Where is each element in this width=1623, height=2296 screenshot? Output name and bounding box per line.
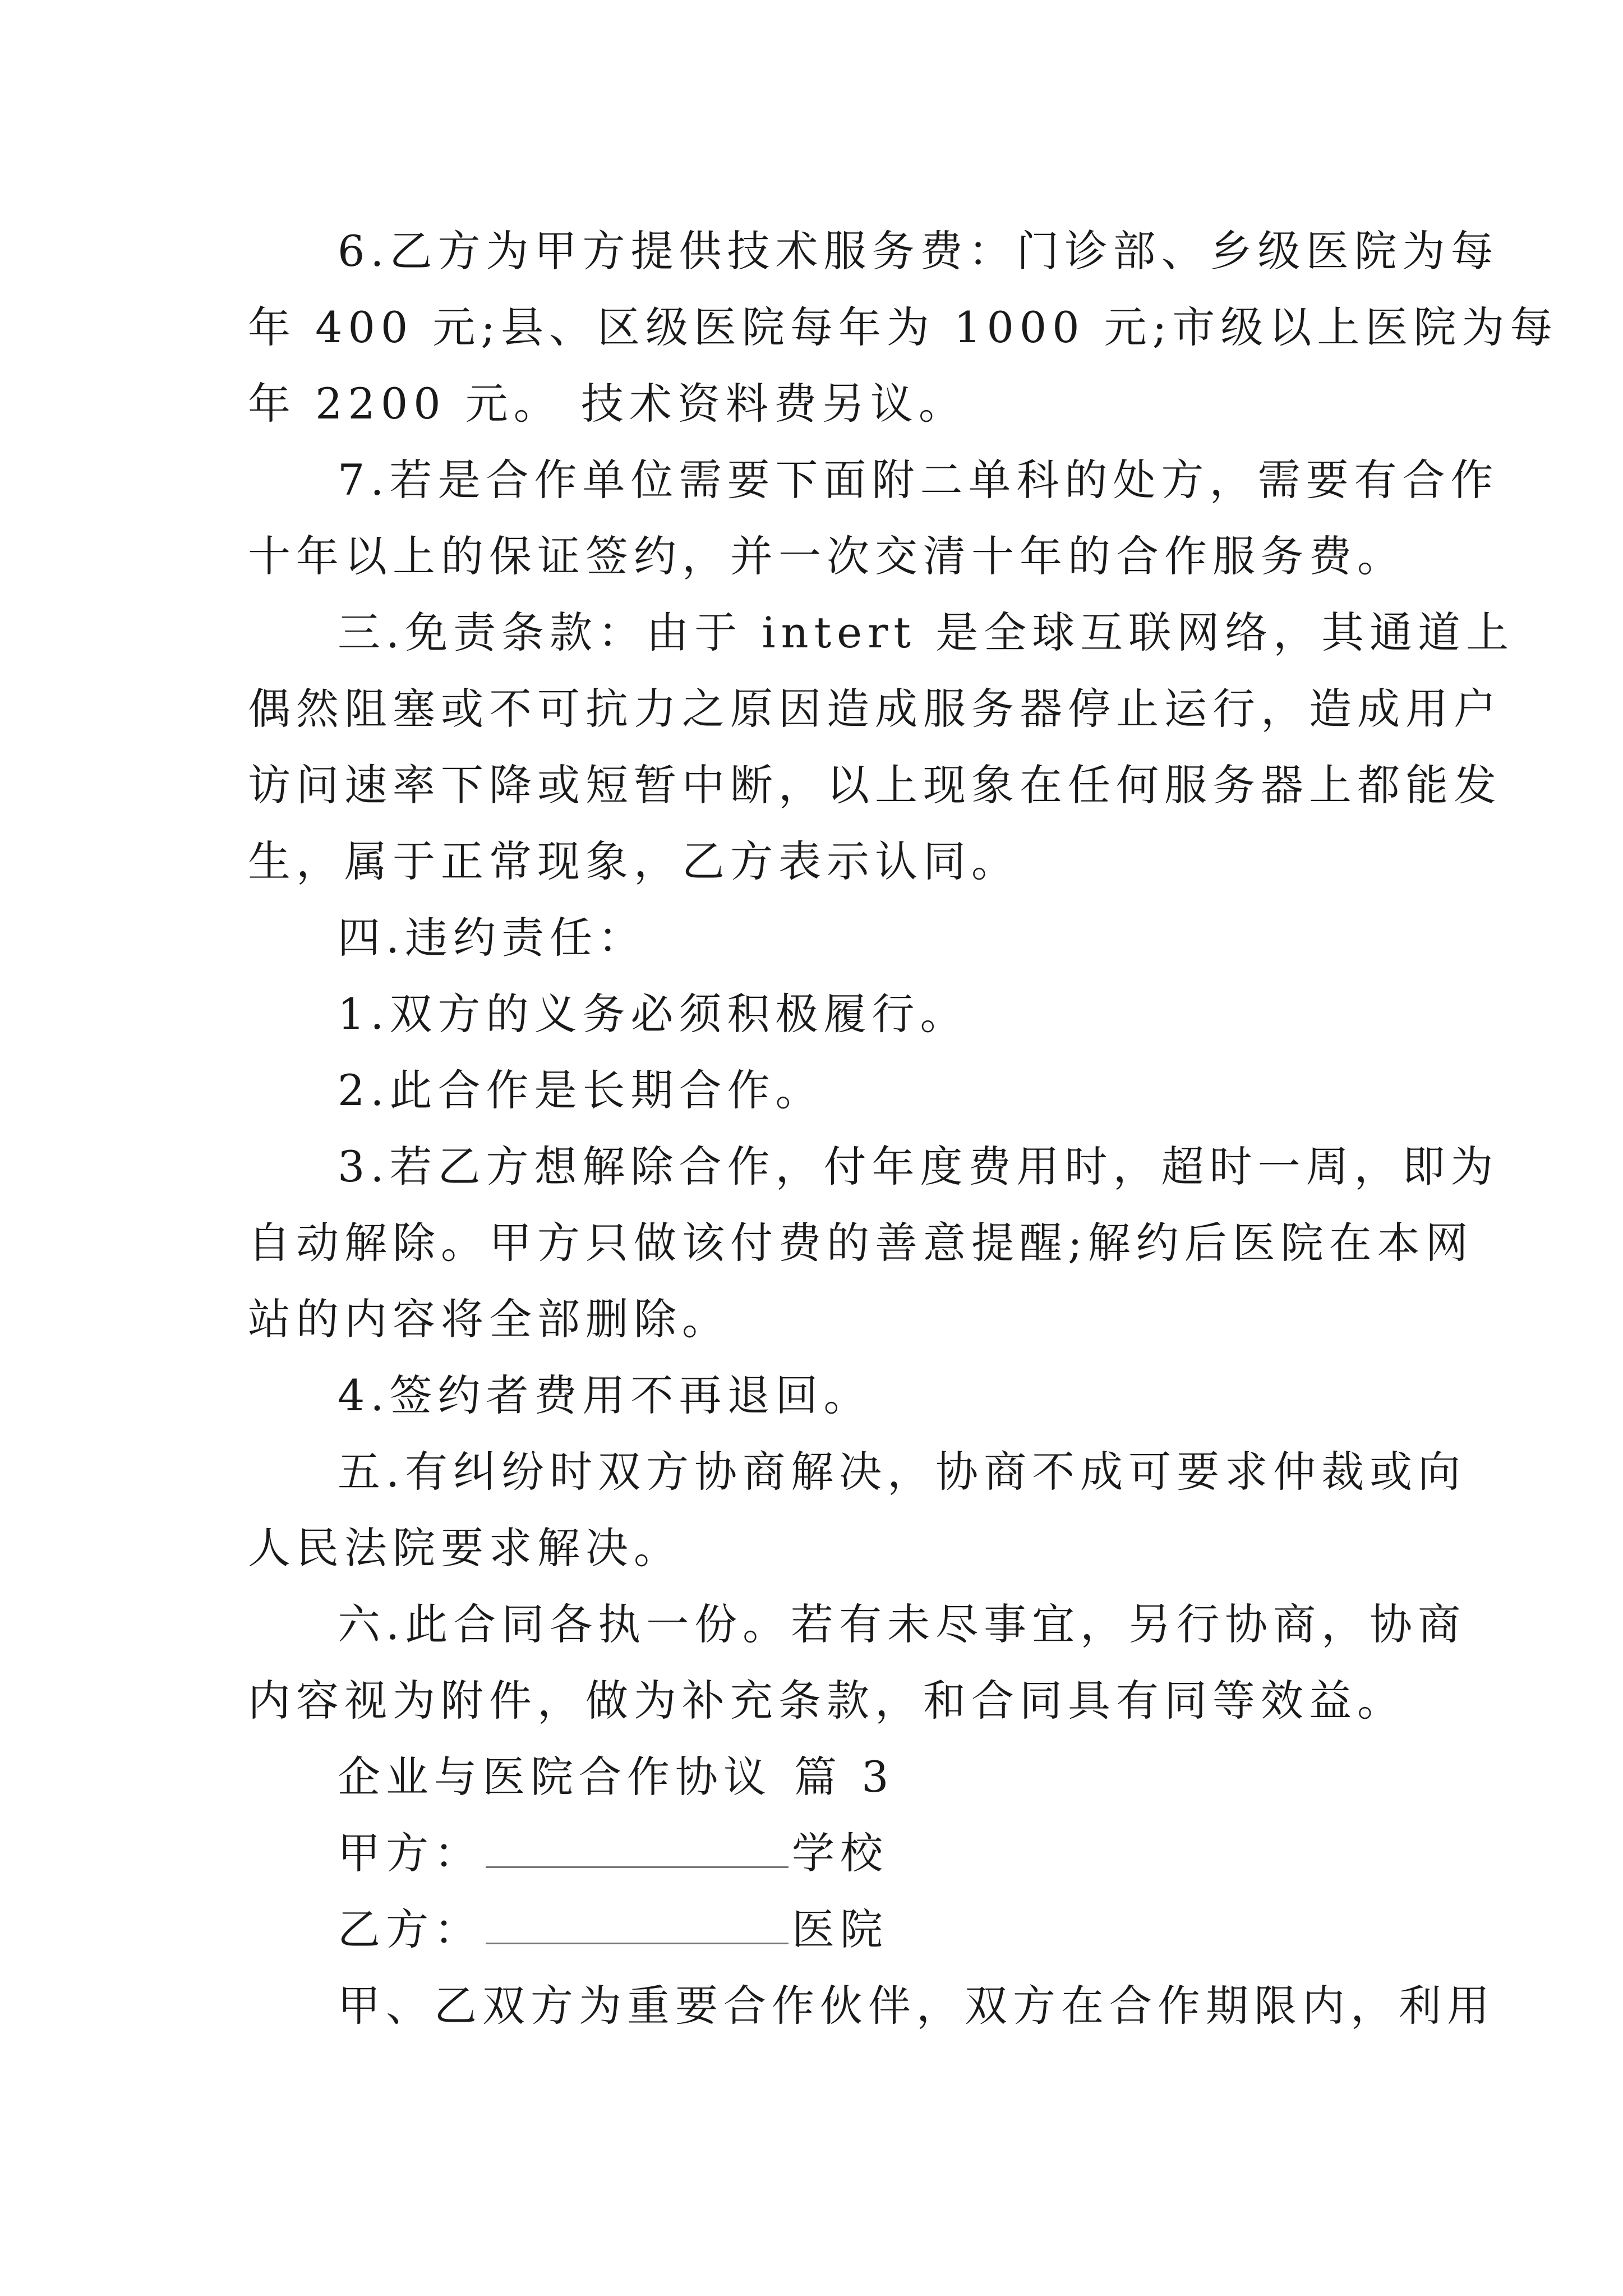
- text-line: 三.免责条款：由于 intert 是全球互联网络，其通道上: [338, 608, 1515, 657]
- text-line: 偶然阻塞或不可抗力之原因造成服务器停止运行，造成用户: [248, 684, 1502, 734]
- text-line: 7.若是合作单位需要下面附二单科的处方，需要有合作: [338, 455, 1499, 505]
- text-line: 十年以上的保证签约，并一次交清十年的合作服务费。: [248, 531, 1405, 581]
- text-line: 内容视为附件，做为补充条款，和合同具有同等效益。: [248, 1676, 1405, 1726]
- section-title-name: 企业与医院合作协议: [338, 1752, 772, 1802]
- party-b-line: [248, 1892, 1386, 1968]
- paragraph-closing: [248, 1968, 1495, 2044]
- paragraph-service-fee: [248, 213, 1559, 442]
- text-line: 自动解除。甲方只做该付费的善意提醒;解约后医院在本网: [248, 1218, 1474, 1268]
- paragraph-breach-item-1: [248, 976, 1386, 1052]
- party-a-suffix: 学校: [792, 1828, 888, 1878]
- paragraph-dispute: [248, 1434, 1467, 1586]
- text-line: 3.若乙方想解除合作，付年度费用时，超时一周，即为: [338, 1142, 1499, 1191]
- text-line: 五.有纠纷时双方协商解决，协商不成可要求仲裁或向: [338, 1447, 1467, 1497]
- text-line: 六.此合同各执一份。若有未尽事宜，另行协商，协商: [338, 1599, 1467, 1649]
- text-line: 生，属于正常现象，乙方表示认同。: [248, 836, 1020, 886]
- party-b-blank: [486, 1909, 789, 1944]
- text-line: 甲、乙双方为重要合作伙伴，双方在合作期限内，利用: [338, 1981, 1495, 2031]
- text-line: 1.双方的义务必须积极履行。: [338, 989, 969, 1039]
- party-a-label: 甲方：: [338, 1828, 482, 1878]
- text-line: 6.乙方为甲方提供技术服务费：门诊部、乡级医院为每: [338, 226, 1499, 276]
- paragraph-disclaimer: [248, 595, 1515, 900]
- text-line: 年 2200 元。 技术资料费另议。: [248, 379, 967, 429]
- paragraph-breach-item-2: [248, 1052, 1386, 1129]
- heading-breach-liability: [248, 900, 1386, 976]
- party-a-line: [248, 1815, 1386, 1892]
- party-a-blank: [486, 1833, 789, 1868]
- text-line: 2.此合作是长期合作。: [338, 1065, 824, 1115]
- text-line: 站的内容将全部删除。: [248, 1294, 730, 1344]
- section-title-part: 篇 3: [794, 1752, 895, 1802]
- paragraph-copies: [248, 1586, 1467, 1739]
- section-title: [248, 1739, 1386, 1815]
- party-b-suffix: 医院: [792, 1904, 888, 1954]
- text-line: 四.违约责任：: [338, 913, 647, 963]
- party-b-label: 乙方：: [338, 1904, 482, 1954]
- paragraph-breach-item-4: [248, 1358, 1386, 1434]
- text-line: 年 400 元;县、区级医院每年为 1000 元;市级以上医院为每: [248, 302, 1559, 352]
- paragraph-prescription: [248, 442, 1499, 595]
- text-line: 访问速率下降或短暂中断，以上现象在任何服务器上都能发: [248, 760, 1502, 810]
- document-page: [248, 213, 1559, 2044]
- text-line: 4.签约者费用不再退回。: [338, 1370, 872, 1420]
- paragraph-breach-item-3: [248, 1129, 1499, 1358]
- text-line: 人民法院要求解决。: [248, 1523, 682, 1573]
